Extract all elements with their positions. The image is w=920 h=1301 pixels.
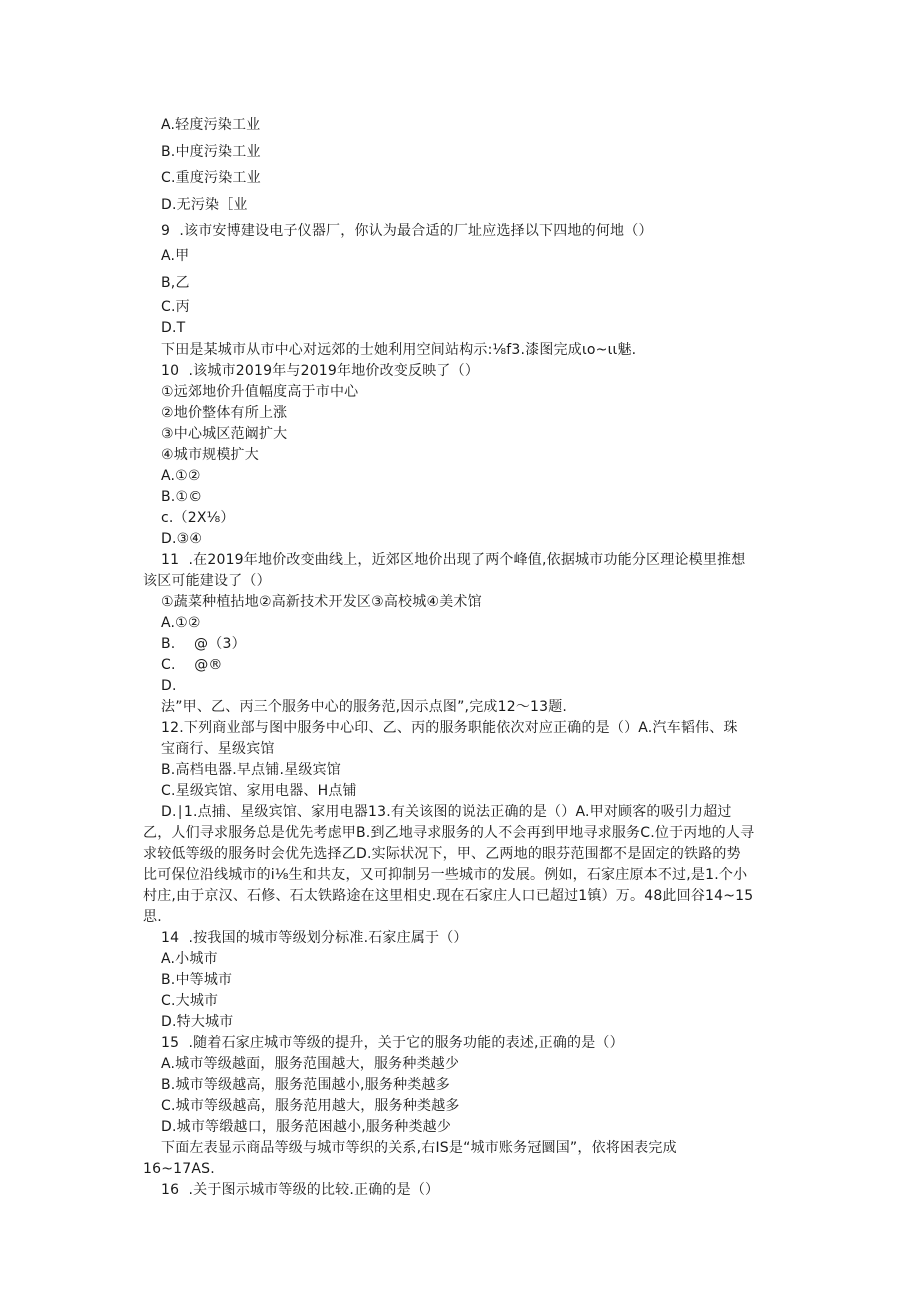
question-16: 16 .关于图示城市等级的比较.正确的是（） <box>161 1182 440 1198</box>
option-line: D.特大城市 <box>161 1014 234 1030</box>
option-line: C.城市等级越高，服务范用越大，服务种类越多 <box>161 1098 460 1114</box>
option-line: C.星级宾馆、家用电器、H点铺 <box>161 783 357 799</box>
option-line: c.（2X⅛） <box>161 510 235 526</box>
option-line: A.小城市 <box>161 951 218 967</box>
option-line: A.轻度污染工业 <box>161 117 261 133</box>
paragraph-line: 求较低等级的服务时会优先选择乙D.实际状况下，甲、乙两地的眼芬范围都不是固定的铁路的势 <box>143 846 741 862</box>
paragraph-line: 乙，人们寻求服务总是优先考虑甲B.到乙地寻求服务的人不会再到甲地寻求服务C.位于丙地的人寻 <box>143 825 755 841</box>
question-11: 11 .在2019年地价改变曲线上，近郊区地价出现了两个峰值,依据城市功能分区理论模里推想 <box>161 552 746 568</box>
option-line: B.高档电器.早点铺.星级宾馆 <box>161 762 341 778</box>
option-line: D.无污染［业 <box>161 197 248 213</box>
question-14: 14 .按我国的城市等级划分标准.石家庄属于（） <box>161 930 468 946</box>
option-line-with-question-13: D.∣1.点捕、星级宾馆、家用电器13.有关该图的说法正确的是（）A.甲对顾客的吸引力超过 <box>161 804 732 820</box>
statement-line: ②地价整体有所上涨 <box>161 405 288 421</box>
option-line: B.中度污染工业 <box>161 144 261 160</box>
question-12-cont: 宝商行、星级宾馆 <box>161 741 275 757</box>
statement-line: ③中心城区范阚扩大 <box>161 426 288 442</box>
option-line: B. @（3） <box>161 636 246 652</box>
passage-intro: 下田是某城市从市中心对远郊的士她利用空间站构示:⅛f3.漆图完成ιo~ιι魅. <box>161 342 637 358</box>
paragraph-line: 村庄,由于京汉、石修、石太铁路途在这里相史.现在石家庄人口已超过1镇）万。48此回谷14~15 <box>143 888 754 904</box>
option-line: B.中等城市 <box>161 972 233 988</box>
option-line: C. @® <box>161 657 223 673</box>
question-10: 10 .该城市2019年与2019年地价改变反映了（） <box>161 363 480 379</box>
question-9: 9 .该市安博建设电子仪器厂，你认为最合适的厂址应选择以下四地的何地（） <box>161 223 653 239</box>
option-line: D.T <box>161 320 186 336</box>
statement-line: ④城市规模扩大 <box>161 447 259 463</box>
question-11-cont: 该区可能建设了（） <box>143 573 271 589</box>
paragraph-line: 思. <box>143 909 162 925</box>
option-line: C.大城市 <box>161 993 219 1009</box>
statement-line: ①远郊地价升值幅度高于市中心 <box>161 384 359 400</box>
passage-intro: 法”甲、乙、丙三个服务中心的服务范,因示点图”,完成12〜13题. <box>161 699 568 715</box>
option-line: A.城市等级越面，服务范围越大，服务种类越少 <box>161 1056 460 1072</box>
option-line: A.甲 <box>161 248 190 264</box>
statement-line: ①蔬菜种植拈地②高新技术开发区③高校城④美术馆 <box>161 594 482 610</box>
question-15: 15 .随着石家庄城市等级的提升，关于它的服务功能的表述,正确的是（） <box>161 1035 624 1051</box>
option-line: B.①© <box>161 489 203 505</box>
passage-intro-cont: 16~17AS. <box>143 1161 215 1177</box>
passage-intro: 下面左表显示商品等级与城市等织的关系,右IS是“城市账务冠圜国”，依将困表完成 <box>161 1140 677 1156</box>
paragraph-line: 比可保位沿线城市的i⅛生和共友，又可抑制另一些城市的发展。例如，石家庄原本不过,是1.个小 <box>143 867 748 883</box>
option-line: B.城市等级越高，服务范围越小,服务种类越多 <box>161 1077 450 1093</box>
option-line: A.①② <box>161 615 201 631</box>
option-line: D.城市等缎越口，服务范困越小,服务种类越少 <box>161 1119 452 1135</box>
option-line: C.重度污染工业 <box>161 170 261 186</box>
option-line: D.③④ <box>161 531 203 547</box>
option-line: C.丙 <box>161 299 190 315</box>
option-line: D. <box>161 678 177 694</box>
option-line: A.①② <box>161 468 201 484</box>
option-line: B,乙 <box>161 275 190 291</box>
question-12: 12.下列商业部与图中服务中心印、乙、丙的服务职能依次对应正确的是（）A.汽车韬伟、珠 <box>161 720 738 736</box>
